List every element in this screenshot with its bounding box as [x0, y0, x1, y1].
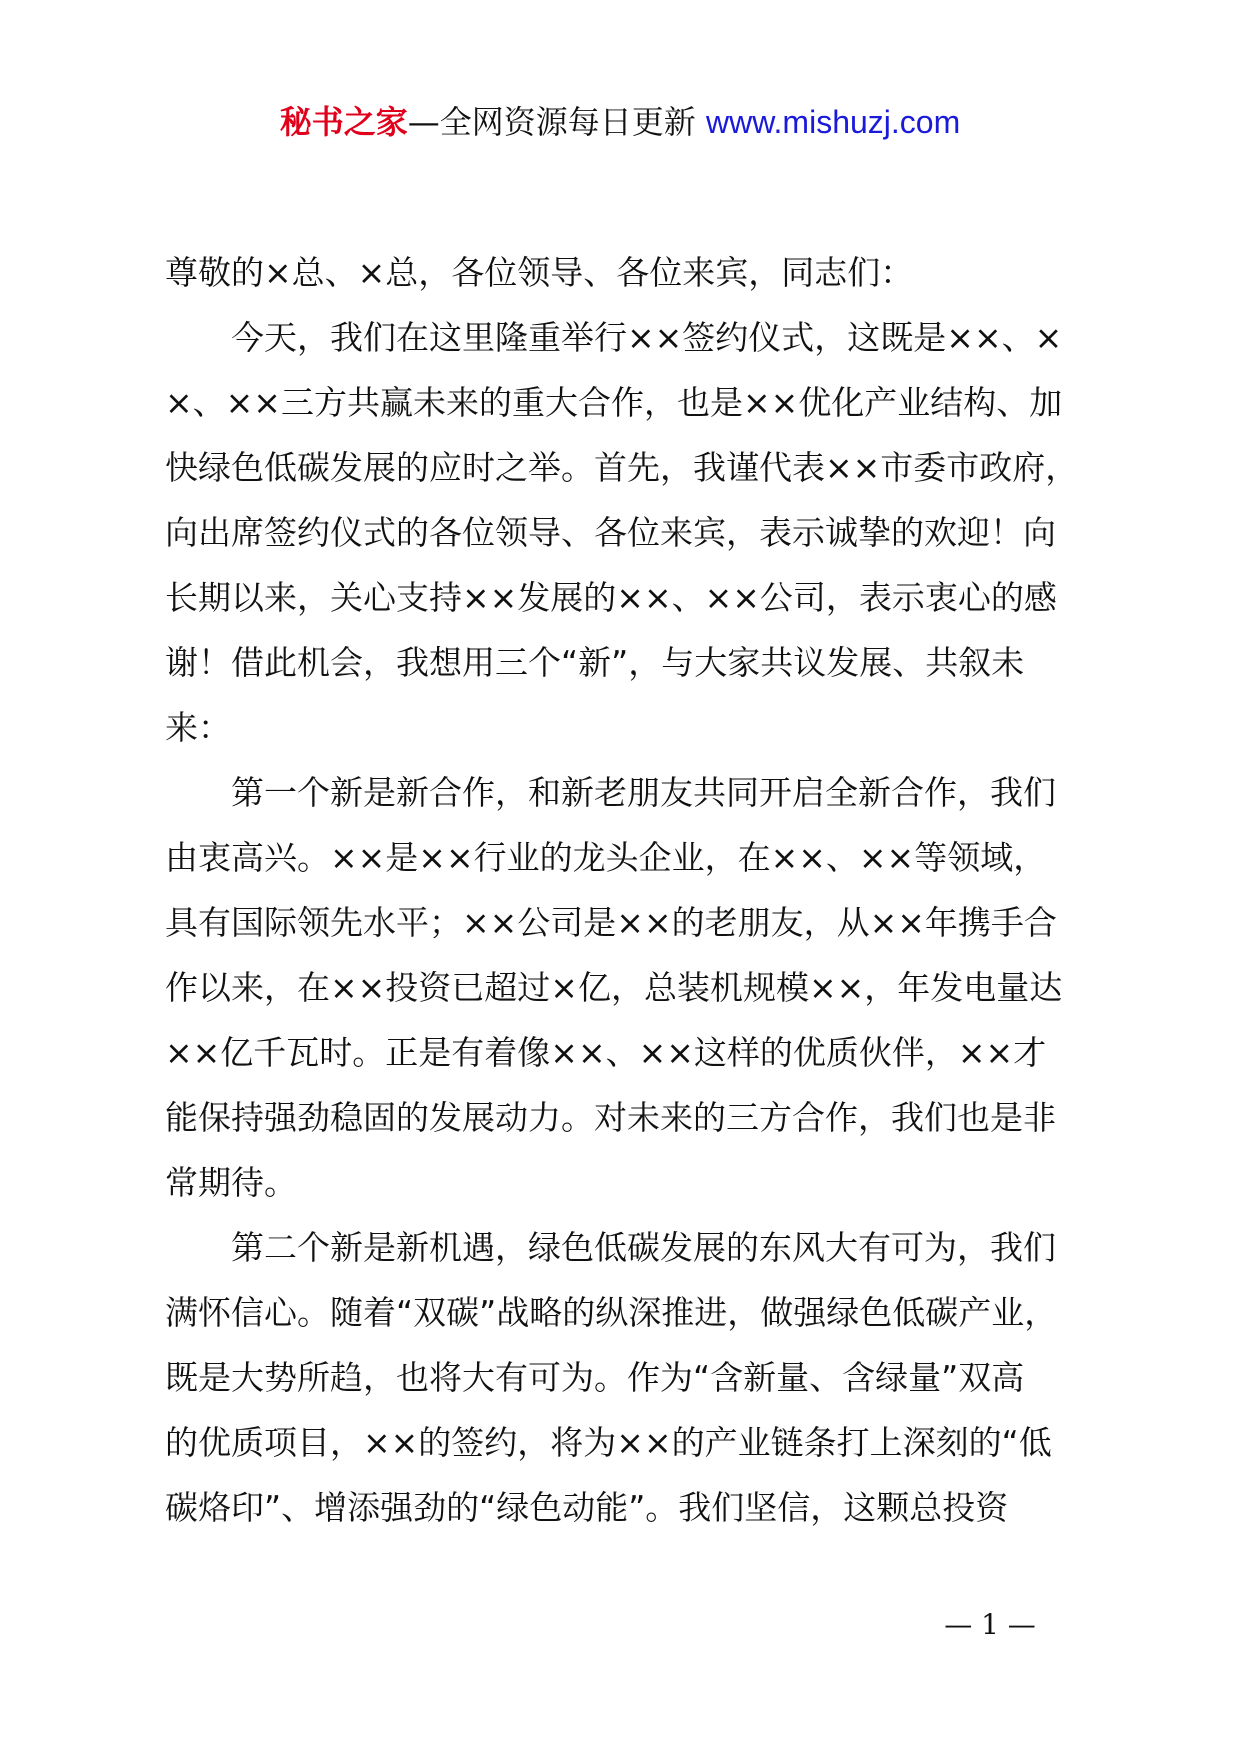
paragraph-line: ×、××三方共赢未来的重大合作，也是××优化产业结构、加: [165, 383, 1063, 422]
paragraph-line: 能保持强劲稳固的发展动力。对未来的三方合作，我们也是非: [165, 1098, 1056, 1137]
paragraph-line: 谢！借此机会，我想用三个“新”，与大家共议发展、共叙未: [165, 643, 1025, 682]
paragraph-line: 具有国际领先水平；××公司是××的老朋友，从××年携手合: [165, 903, 1057, 942]
paragraph-line: 第一个新是新合作，和新老朋友共同开启全新合作，我们: [231, 773, 1056, 812]
paragraph-line: 第二个新是新机遇，绿色低碳发展的东风大有可为，我们: [231, 1228, 1056, 1267]
site-header: [0, 100, 1240, 144]
paragraph-line: 碳烙印”、增添强劲的“绿色动能”。我们坚信，这颗总投资: [165, 1488, 1009, 1527]
paragraph-line: 来：: [165, 708, 231, 747]
brand-name: 秘书之家: [279, 103, 408, 141]
paragraph-line: 作以来，在××投资已超过×亿，总装机规模××，年发电量达: [165, 968, 1063, 1007]
paragraph-line: 长期以来，关心支持××发展的××、××公司，表示衷心的感: [165, 578, 1057, 617]
paragraph-line: 既是大势所趋，也将大有可为。作为“含新量、含绿量”双高: [165, 1358, 1025, 1397]
paragraph-line: 的优质项目，××的签约，将为××的产业链条打上深刻的“低: [165, 1423, 1052, 1462]
header-tagline: —全网资源每日更新: [407, 103, 696, 141]
paragraph-line: 向出席签约仪式的各位领导、各位来宾，表示诚挚的欢迎！向: [165, 513, 1056, 552]
paragraph-line: 满怀信心。随着“双碳”战略的纵深推进，做强绿色低碳产业，: [165, 1293, 1058, 1332]
salutation-line: 尊敬的×总、×总，各位领导、各位来宾，同志们：: [165, 253, 914, 292]
document-body: [165, 240, 1125, 1540]
paragraph-line: ××亿千瓦时。正是有着像××、××这样的优质伙伴，××才: [165, 1033, 1047, 1072]
site-url-link[interactable]: www.mishuzj.com: [705, 104, 961, 140]
paragraph-line: 由衷高兴。××是××行业的龙头企业，在××、××等领域，: [165, 838, 1047, 877]
paragraph-line: 常期待。: [165, 1163, 297, 1202]
paragraph-line: 今天，我们在这里隆重举行××签约仪式，这既是××、×: [231, 318, 1063, 357]
paragraph-line: 快绿色低碳发展的应时之举。首先，我谨代表××市委市政府，: [165, 448, 1079, 487]
page-number: — 1 —: [944, 1608, 1036, 1641]
